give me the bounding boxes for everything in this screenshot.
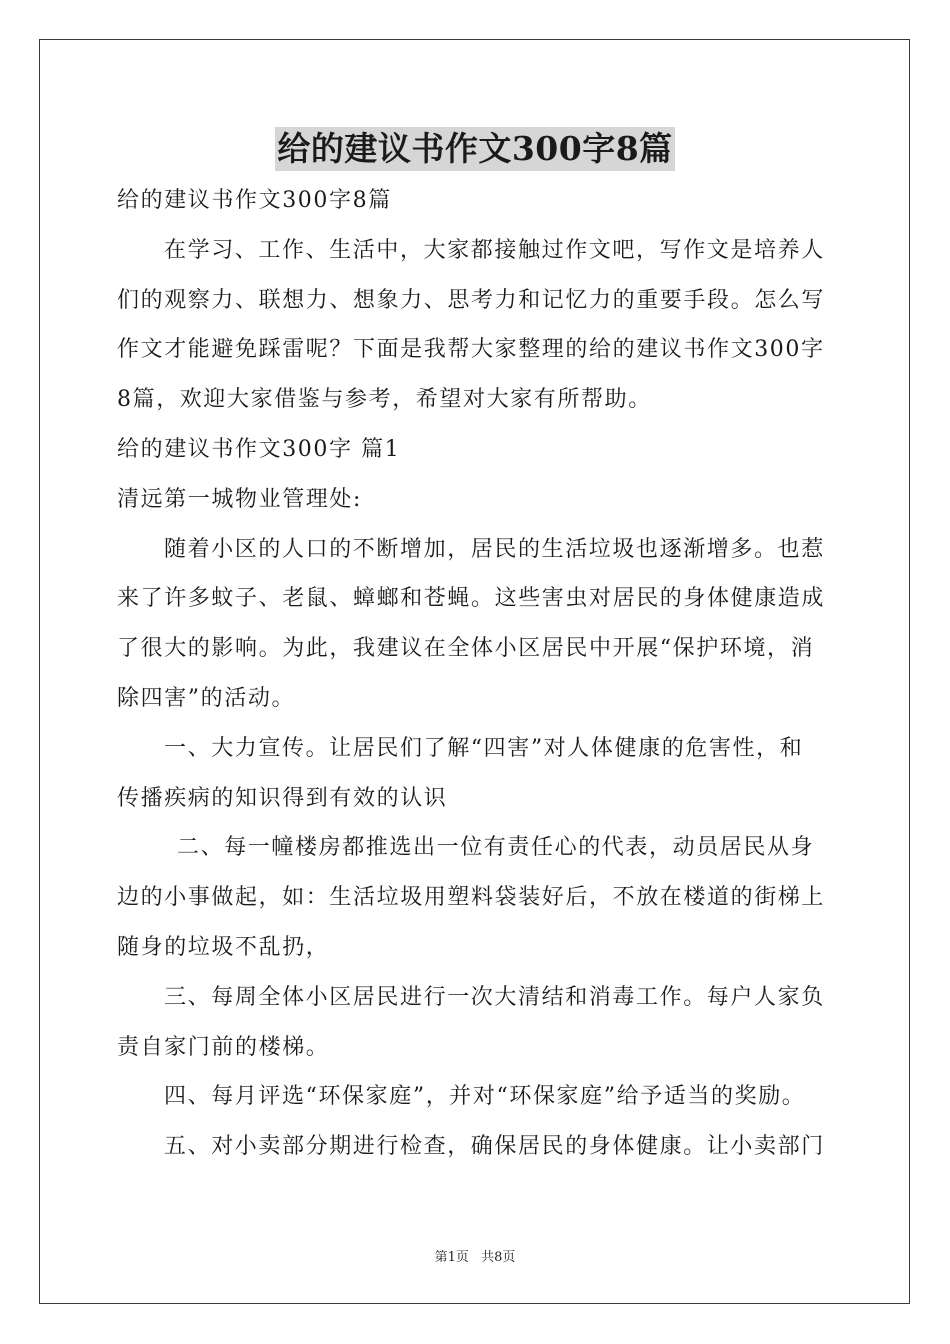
section-heading: 给的建议书作文300字 篇1 <box>117 436 401 462</box>
body-line: 四、每月评选“环保家庭”，并对“环保家庭”给予适当的奖励。 <box>164 1084 806 1110</box>
body-line: 二、每一幢楼房都推选出一位有责任心的代表，动员居民从身 <box>177 835 815 861</box>
title-wrapper <box>0 127 950 171</box>
body-line: 了很大的影响。为此，我建议在全体小区居民中开展“保护环境，消 <box>117 636 815 662</box>
document-title: 给的建议书作文300字8篇 <box>275 127 674 171</box>
body-line: 来了许多蚊子、老鼠、蟑螂和苍蝇。这些害虫对居民的身体健康造成 <box>117 586 826 612</box>
body-line: 除四害”的活动。 <box>117 685 296 711</box>
body-line: 边的小事做起，如：生活垃圾用塑料袋装好后，不放在楼道的街梯上 <box>117 885 826 911</box>
body-line: 们的观察力、联想力、想象力、思考力和记忆力的重要手段。怎么写 <box>117 287 826 313</box>
page-total: 共8页 <box>481 1250 516 1265</box>
document-body <box>117 176 837 1172</box>
salutation: 清远第一城物业管理处: <box>117 486 363 512</box>
body-line: 在学习、工作、生活中，大家都接触过作文吧，写作文是培养人 <box>164 237 825 263</box>
body-line: 一、大力宣传。让居民们了解“四害”对人体健康的危害性，和 <box>164 735 804 761</box>
body-line: 随身的垃圾不乱扔， <box>117 934 330 960</box>
body-line: 8篇，欢迎大家借鉴与参考，希望对大家有所帮助。 <box>117 387 652 413</box>
body-line: 随着小区的人口的不断增加，居民的生活垃圾也逐渐增多。也惹 <box>164 536 825 562</box>
body-line: 给的建议书作文300字8篇 <box>117 188 392 213</box>
body-line: 责自家门前的楼梯。 <box>117 1034 330 1060</box>
body-line: 三、每周全体小区居民进行一次大清结和消毒工作。每户人家负 <box>164 984 825 1010</box>
page-footer <box>0 1246 950 1265</box>
body-line: 五、对小卖部分期进行检查，确保居民的身体健康。让小卖部门 <box>164 1134 825 1160</box>
body-line: 传播疾病的知识得到有效的认识 <box>117 785 448 811</box>
body-line: 作文才能避免踩雷呢？下面是我帮大家整理的给的建议书作文300字 <box>117 337 825 363</box>
page-number: 第1页 <box>434 1250 469 1265</box>
